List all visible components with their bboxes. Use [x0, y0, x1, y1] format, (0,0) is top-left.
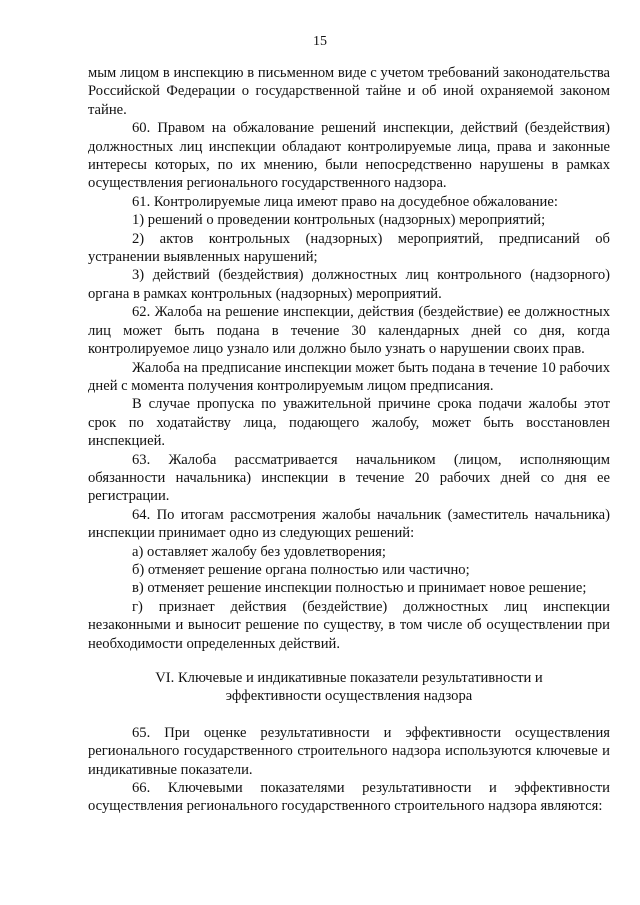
paragraph-62: 62. Жалоба на решение инспекции, действия (бездействие) ее должностных лиц может быть подана в течение 30 календарных дней со дня, когда контролируемое лицо узнало или должно было узнать о нарушении своих прав.	[88, 304, 610, 358]
paragraph-65: 65. При оценке результативности и эффективности осуществления регионального государственного строительного надзора используются ключевые и индикативные показатели.	[88, 724, 610, 778]
list-item-64-g: г) признает действия (бездействие) должностных лиц инспекции незаконными и выносит решение по существу, в том числе об осуществлении при необходимости определенных действий.	[88, 598, 610, 652]
list-item-61-1: 1) решений о проведении контрольных (надзорных) мероприятий;	[132, 212, 546, 229]
list-item-61-3: 3) действий (бездействия) должностных лиц контрольного (надзорного) органа в рамках контрольных (надзорных) мероприятий.	[88, 267, 610, 302]
paragraph-60: 60. Правом на обжалование решений инспекции, действий (бездействия) должностных лиц инспекции обладают контролируемые лица, права и законные интересы которых, по их мнению, были непосредственно нарушены в рамках осуществления регионального государственного надзора.	[88, 120, 610, 192]
paragraph-66: 66. Ключевыми показателями результативности и эффективности осуществления регионального государственного строительного надзора являются:	[88, 780, 610, 815]
paragraph-61: 61. Контролируемые лица имеют право на досудебное обжалование:	[132, 193, 558, 210]
paragraph-63: 63. Жалоба рассматривается начальником (лицом, исполняющим обязанности начальника) инспекции в течение 20 рабочих дней со дня ее регистрации.	[88, 451, 610, 505]
list-item-64-b: б) отменяет решение органа полностью или частично;	[132, 561, 470, 578]
paragraph-62-prescription: Жалоба на предписание инспекции может быть подана в течение 10 рабочих дней с момента получения контролируемым лицом предписания.	[88, 359, 610, 394]
list-item-61-2: 2) актов контрольных (надзорных) мероприятий, предписаний об устранении выявленных нарушений;	[88, 230, 610, 266]
paragraph-64: 64. По итогам рассмотрения жалобы начальник (заместитель начальника) инспекции принимает одно из следующих решений:	[88, 506, 610, 542]
list-item-64-a: а) оставляет жалобу без удовлетворения;	[132, 543, 386, 560]
list-item-64-v: в) отменяет решение инспекции полностью и принимает новое решение;	[132, 580, 587, 597]
paragraph-62-deadline-restore: В случае пропуска по уважительной причине срока подачи жалобы этот срок по ходатайству лица, подающего жалобу, может быть восстановлен инспекцией.	[88, 396, 610, 450]
paragraph-continuation: мым лицом в инспекцию в письменном виде с учетом требований законодательства Российской Федерации о государственной тайне и об иной охраняемой законом тайне.	[88, 65, 610, 118]
page-number: 15	[313, 34, 327, 49]
section-heading: VI. Ключевые и индикативные показатели результативности и эффективности осуществления надзора	[155, 670, 543, 705]
document-body	[88, 64, 610, 816]
